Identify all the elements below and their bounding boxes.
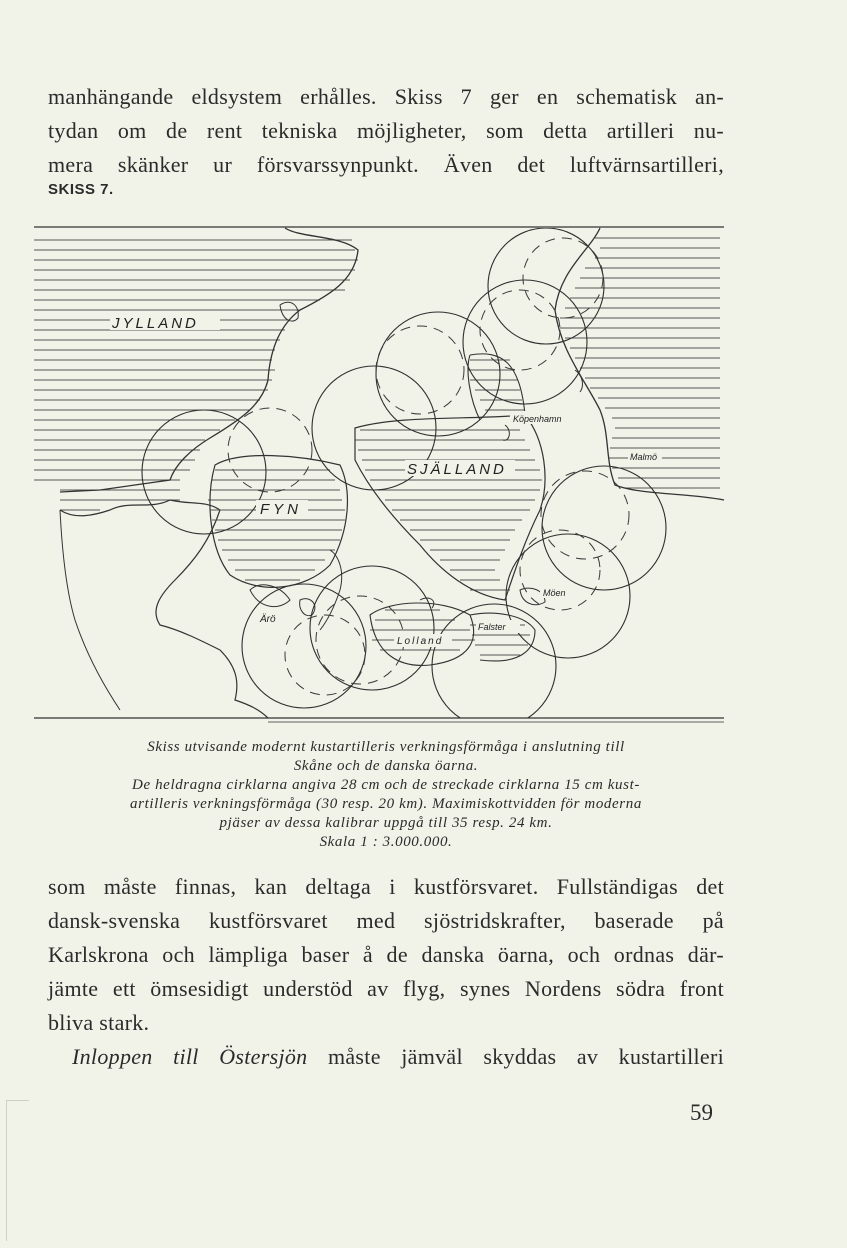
map-label-lolland: Lolland [397,636,444,647]
sketch-label: SKISS 7. [48,181,114,198]
text-line [48,1040,724,1074]
page-edge-mark [6,1100,29,1241]
text-line: manhängande eldsystem erhålles. Skiss 7 ger en schematisk an- [48,84,724,109]
text-line: som måste finnas, kan deltaga i kustförsvaret. Fullständigas det [48,874,724,899]
caption-line: De heldragna cirklarna angiva 28 cm och de streckade cirklarna 15 cm kust- [132,777,640,793]
italic-phrase: Inloppen till Östersjön [72,1044,308,1069]
text-line: mera skänker ur försvarssynpunkt. Även det luftvärnsartilleri, [48,152,724,177]
caption-line: Skiss utvisande modernt kustartilleris verkningsförmåga i anslutning till [147,739,625,755]
text-line: jämte ett ömsesidigt understöd av flyg, synes Nordens södra front [48,976,724,1001]
text-line: bliva stark. [48,1010,150,1035]
caption-scale: Skala 1 : 3.000.000. [319,834,453,850]
map-label-moen: Möen [543,588,566,598]
bottom-paragraph [48,870,724,1074]
solid-range-circles [142,228,666,728]
top-paragraph [48,80,724,182]
coastal-artillery-map [0,210,847,730]
caption-line: pjäser av dessa kalibrar uppgå till 35 resp. 24 km. [219,815,553,831]
map-label-sjalland: SJÄLLAND [407,461,507,478]
text-line: tydan om de rent tekniska möjligheter, som detta artilleri nu- [48,118,724,143]
text-line: dansk-svenska kustförsvaret med sjöstridskrafter, baserade på [48,908,724,933]
text-line-rest: måste jämväl skyddas av kustartilleri [327,1044,724,1069]
page-number: 59 [690,1100,713,1125]
caption-line: artilleris verkningsförmåga (30 resp. 20 km). Maximiskottvidden för moderna [130,796,642,812]
map-label-kopenhamn: Köpenhamn [513,414,562,424]
map-label-falster: Falster [478,622,506,632]
text-line: Karlskrona och lämpliga baser å de danska öarna, och ordnas där- [48,942,724,967]
map-label-jylland: JYLLAND [112,315,199,332]
map-label-fyn: FYN [260,501,302,518]
figure-caption [46,738,726,852]
fyn-hatching [208,470,345,580]
map-label-malmo: Malmö [630,452,658,462]
map-label-aero: Ärö [260,614,276,625]
caption-line: Skåne och de danska öarna. [293,758,479,774]
